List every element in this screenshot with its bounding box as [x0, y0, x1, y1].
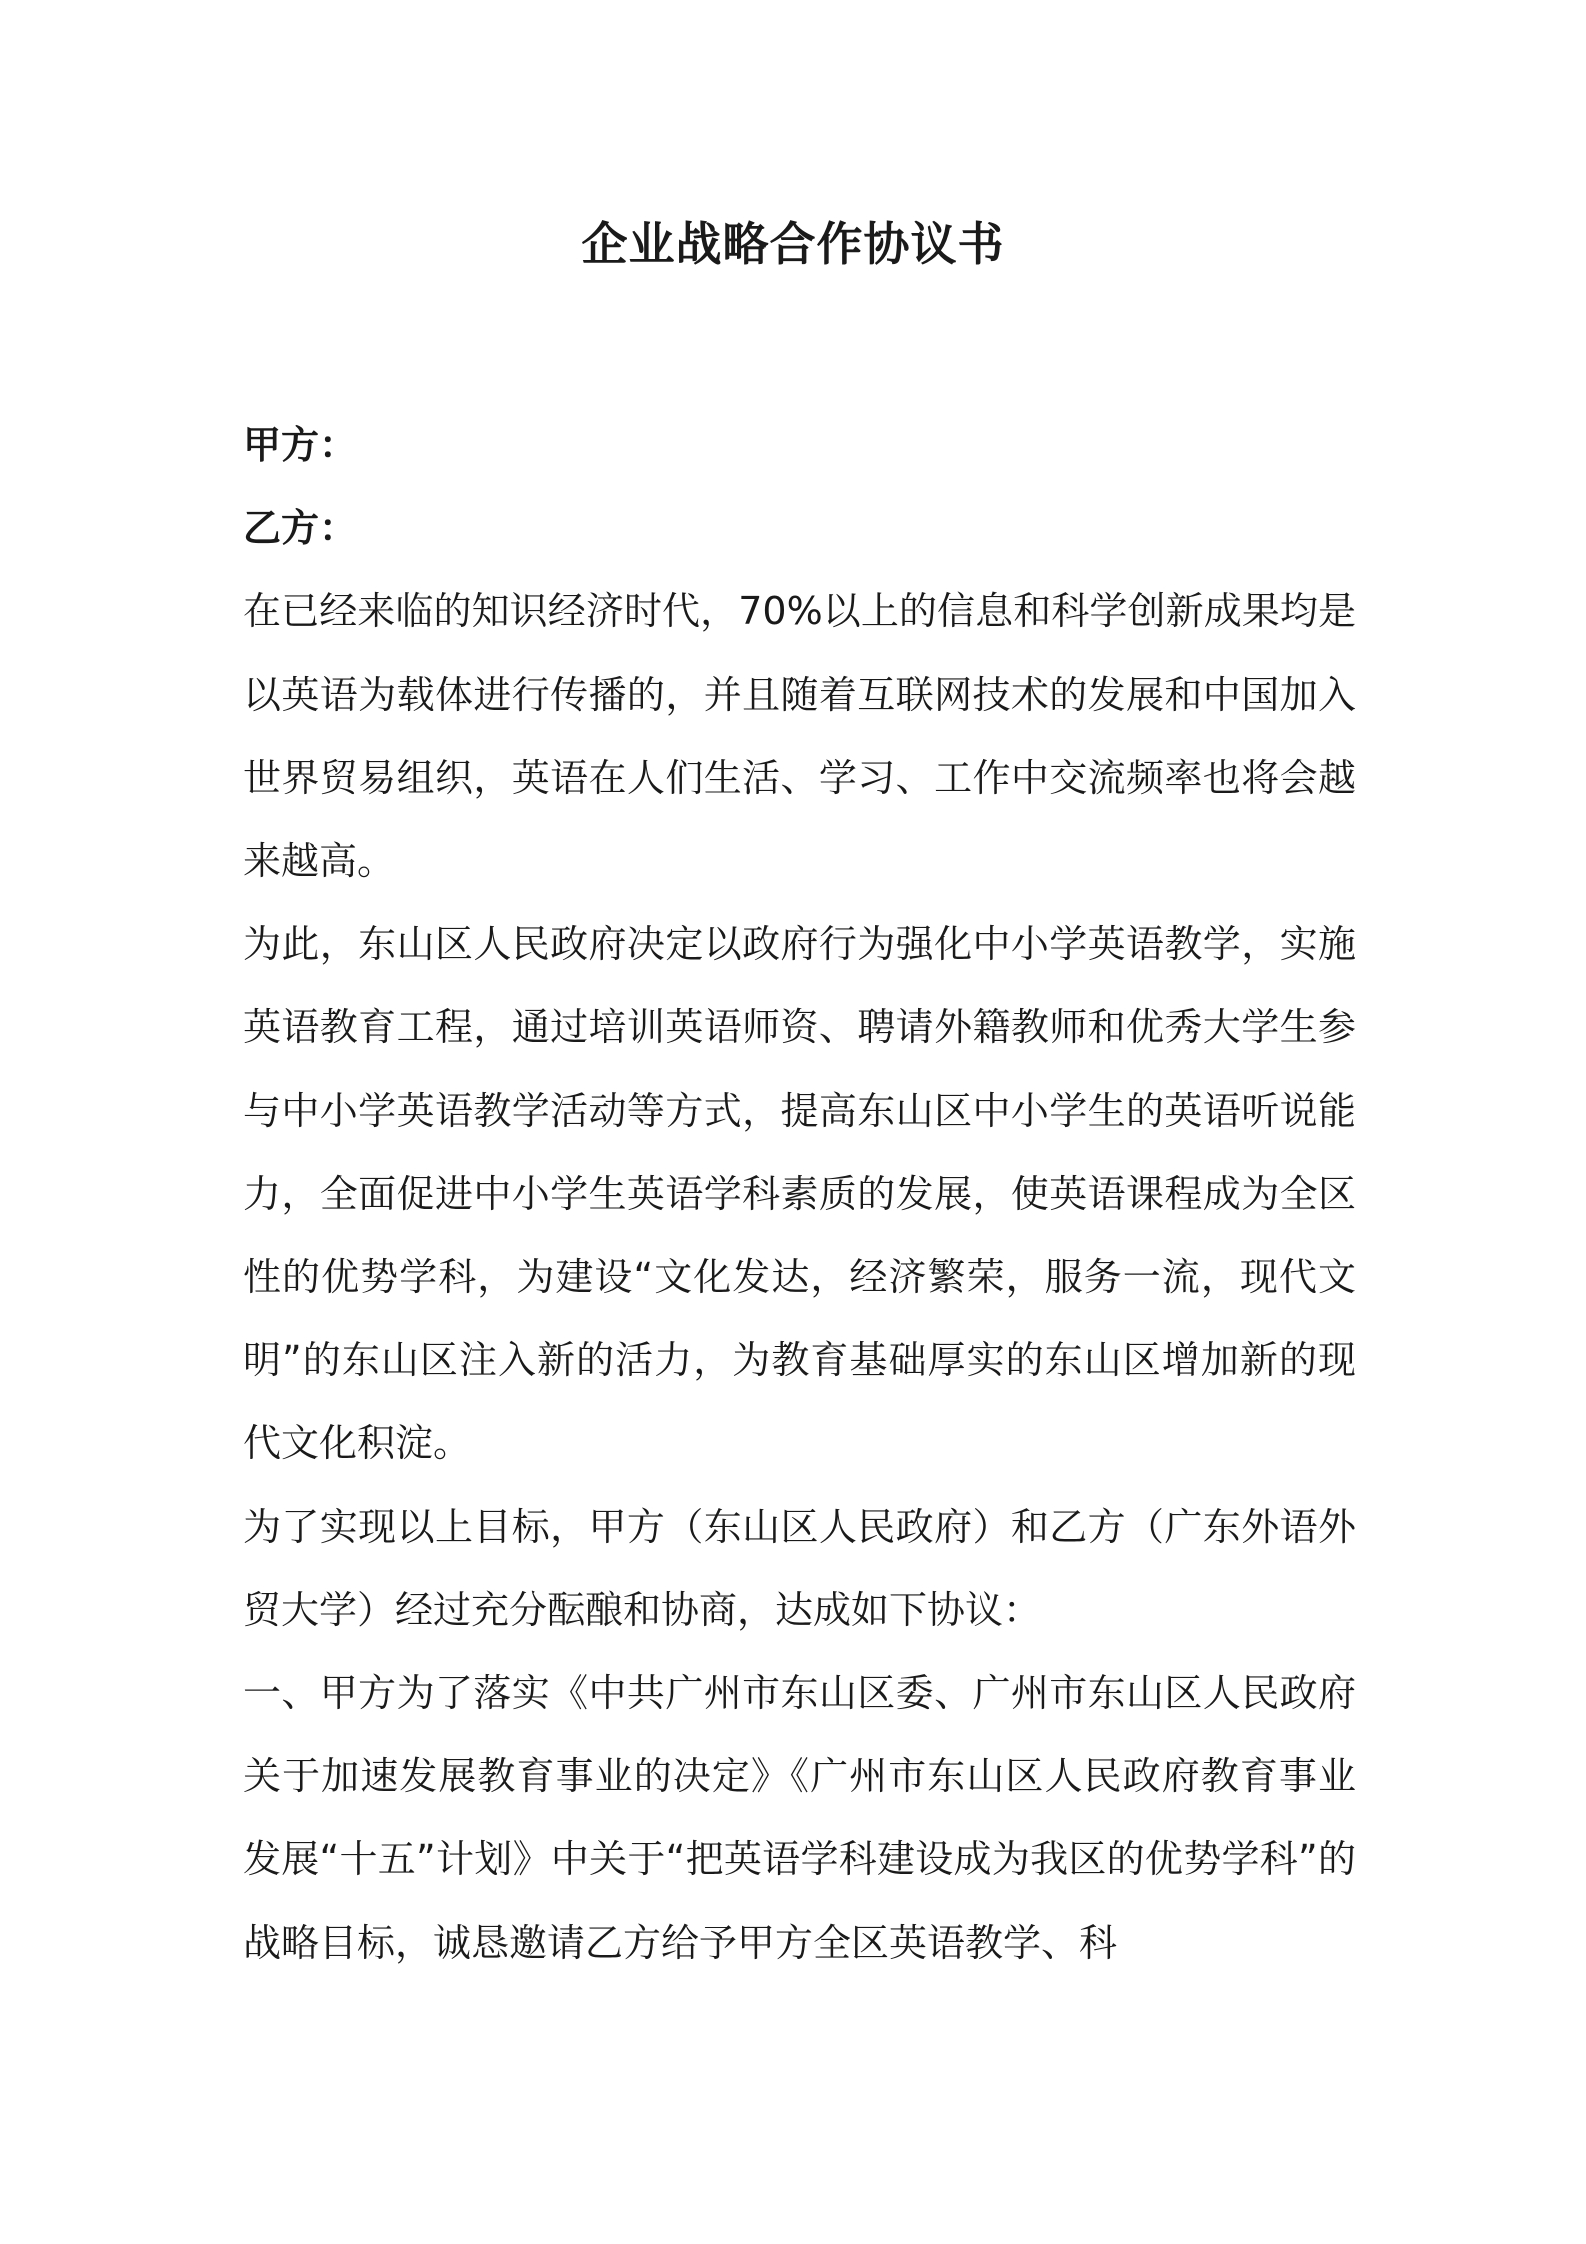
document-body — [243, 404, 1356, 1985]
paragraph-agreement-intro: 为了实现以上目标，甲方（东山区人民政府）和乙方（广东外语外贸大学）经过充分酝酿和协商，达成如下协议： — [243, 1504, 1356, 1632]
paragraph-background: 在已经来临的知识经济时代，70%以上的信息和科学创新成果均是以英语为载体进行传播的，并且随着互联网技术的发展和中国加入世界贸易组织，英语在人们生活、学习、工作中交流频率也将会越来越高。 — [243, 589, 1356, 884]
party-a-label: 甲方： — [243, 423, 358, 467]
party-b-label: 乙方： — [243, 506, 358, 551]
paragraph-purpose: 为此，东山区人民政府决定以政府行为强化中小学英语教学，实施英语教育工程，通过培训英语师资、聘请外籍教师和优秀大学生参与中小学英语教学活动等方式，提高东山区中小学生的英语听说能力，全面促进中小学生英语学科素质的发展，使英语课程成为全区性的优势学科，为建设“文化发达，经济繁荣，服务一流，现代文明”的东山区注入新的活力，为教育基础厚实的东山区增加新的现代文化积淀。 — [243, 922, 1356, 1466]
paragraph-clause-one: 一、甲方为了落实《中共广州市东山区委、广州市东山区人民政府关于加速发展教育事业的决定》《广州市东山区人民政府教育事业发展“十五”计划》中关于“把英语学科建设成为我区的优势学科”的战略目标，诚恳邀请乙方给予甲方全区英语教学、科 — [243, 1671, 1356, 1965]
document-title: 企业战略合作协议书 — [581, 217, 1005, 271]
